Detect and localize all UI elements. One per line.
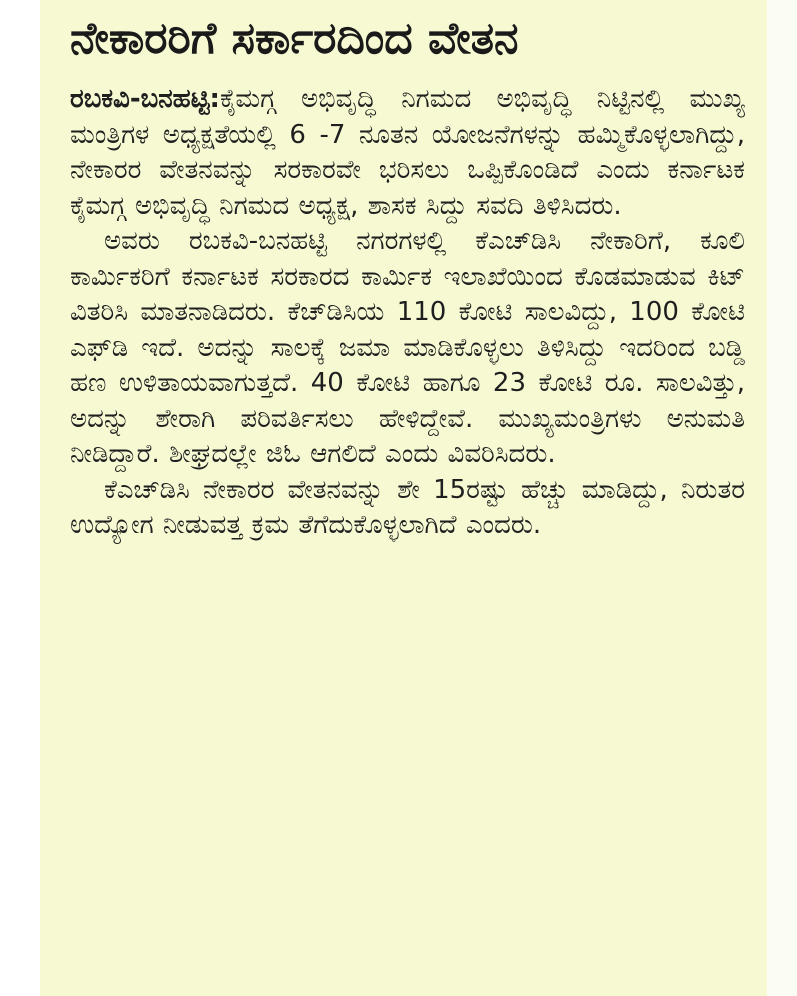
dateline: ರಬಕವಿ-ಬನಹಟ್ಟಿ:	[70, 84, 220, 114]
paragraph-1-body: ಕೈಮಗ್ಗ ಅಭಿವೃದ್ಧಿ ನಿಗಮದ ಅಭಿವೃದ್ಧಿ ನಿಟ್ಟಿನಲ್ಲಿ ಮುಖ್ಯ ಮಂತ್ರಿಗಳ ಅಧ್ಯಕ್ಷತೆಯಲ್ಲಿ 6 -7 ನೂತನ ಯೋಜನೆಗಳನ್ನು ಹಮ್ಮಿಕೊಳ್ಳಲಾಗಿದ್ದು, ನೇಕಾರರ ವೇತನವನ್ನು ಸರಕಾರವೇ ಭರಿಸಲು ಒಪ್ಪಿಕೊಂಡಿದೆ ಎಂದು ಕರ್ನಾಟಕ ಕೈಮಗ್ಗ ಅಭಿವೃದ್ಧಿ ನಿಗಮದ ಅಧ್ಯಕ್ಷ, ಶಾಸಕ ಸಿದ್ದು ಸವದಿ ತಿಳಿಸಿದರು.	[70, 84, 745, 221]
page-edge	[767, 0, 797, 996]
headline: ನೇಕಾರರಿಗೆ ಸರ್ಕಾರದಿಂದ ವೇತನ	[70, 13, 519, 64]
news-clipping	[40, 0, 767, 996]
paragraph-1	[70, 82, 745, 224]
paragraph-2: ಅವರು ರಬಕವಿ-ಬನಹಟ್ಟಿ ನಗರಗಳಲ್ಲಿ ಕೆಎಚ್‌ಡಿಸಿ ನೇಕಾರಿಗೆ, ಕೂಲಿ ಕಾರ್ಮಿಕರಿಗೆ ಕರ್ನಾಟಕ ಸರಕಾರದ ಕಾರ್ಮಿಕ ಇಲಾಖೆಯಿಂದ ಕೊಡಮಾಡುವ ಕಿಟ್ ವಿತರಿಸಿ ಮಾತನಾಡಿದರು. ಕೆಚ್‌ಡಿಸಿಯ 110 ಕೋಟಿ ಸಾಲವಿದ್ದು, 100 ಕೋಟಿ ಎಫ್‌ಡಿ ಇದೆ. ಅದನ್ನು ಸಾಲಕ್ಕೆ ಜಮಾ ಮಾಡಿಕೊಳ್ಳಲು ತಿಳಿಸಿದ್ದು ಇದರಿಂದ ಬಡ್ಡಿ ಹಣ ಉಳಿತಾಯವಾಗುತ್ತದೆ. 40 ಕೋಟಿ ಹಾಗೂ 23 ಕೋಟಿ ರೂ. ಸಾಲವಿತ್ತು, ಅದನ್ನು ಶೇರಾಗಿ ಪರಿವರ್ತಿಸಲು ಹೇಳಿದ್ದೇವೆ. ಮುಖ್ಯಮಂತ್ರಿಗಳು ಅನುಮತಿ ನೀಡಿದ್ದಾರೆ. ಶೀಘ್ರದಲ್ಲೇ ಜಿಓ ಆಗಲಿದೆ ಎಂದು ವಿವರಿಸಿದರು.	[70, 226, 745, 469]
paragraph-3: ಕೆಎಚ್‌ಡಿಸಿ ನೇಕಾರರ ವೇತನವನ್ನು ಶೇ 15ರಷ್ಟು ಹೆಚ್ಚು ಮಾಡಿದ್ದು, ನಿರುತರ ಉದ್ಯೋಗ ನೀಡುವತ್ತ ಕ್ರಮ ತೆಗೆದುಕೊಳ್ಳಲಾಗಿದೆ ಎಂದರು.	[70, 474, 745, 540]
